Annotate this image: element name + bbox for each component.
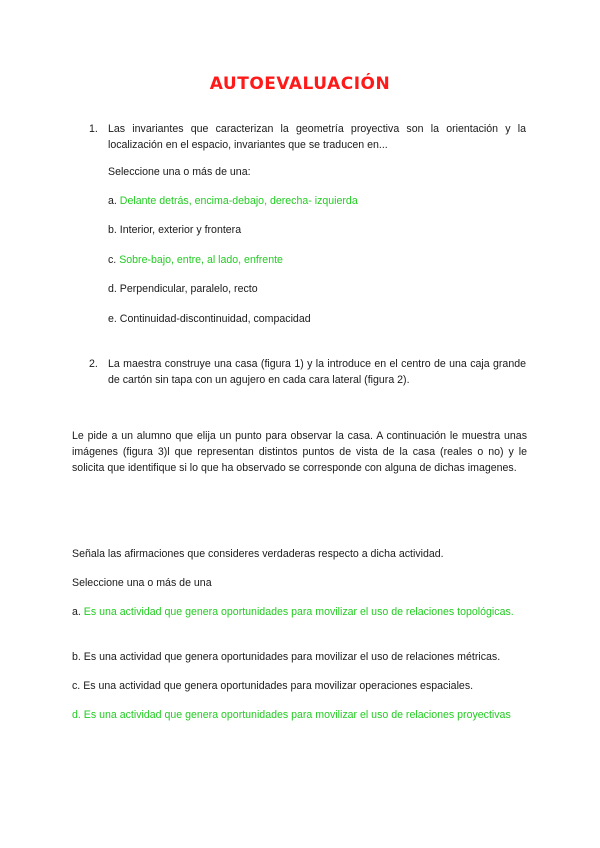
question-instruction: Señala las afirmaciones que consideres verdaderas respecto a dicha actividad.: [72, 548, 444, 560]
option-letter: b.: [72, 651, 81, 663]
option-a[interactable]: [72, 604, 527, 620]
option-letter: a.: [108, 195, 117, 207]
option-text: Es una actividad que genera oportunidades para movilizar el uso de relaciones proyectivas: [83, 709, 511, 721]
option-text: Continuidad-discontinuidad, compacidad: [119, 313, 311, 325]
option-letter: c.: [72, 680, 81, 692]
question-prompt: Seleccione una o más de una: [72, 577, 212, 589]
option-text: Sobre-bajo, entre, al lado, enfrente: [119, 254, 283, 266]
option-b[interactable]: [72, 649, 500, 665]
option-c[interactable]: [72, 678, 473, 694]
option-c[interactable]: [108, 252, 283, 268]
option-text: Interior, exterior y frontera: [119, 224, 242, 236]
option-letter: b.: [108, 224, 117, 236]
question-context-paragraph: Le pide a un alumno que elija un punto para observar la casa. A continuación le muestra unas imágenes (figura 3)l que representan distintos puntos de vista de la casa (reales o no) y le solicita que identifique si lo que ha observado se corresponde con alguna de dichas imagenes.: [72, 430, 527, 474]
question-number: 2.: [89, 358, 98, 370]
option-text: Es una actividad que genera oportunidades para movilizar el uso de relaciones métricas.: [83, 651, 501, 663]
question-text: La maestra construye una casa (figura 1) y la introduce en el centro de una caja grande de cartón sin tapa con un agujero en cada cara lateral (figura 2).: [108, 358, 526, 386]
option-letter: e.: [108, 313, 117, 325]
option-letter: d.: [108, 283, 117, 295]
question-text: Las invariantes que caracterizan la geometría proyectiva son la orientación y la localización en el espacio, invariantes que se traducen en...: [108, 123, 526, 151]
question-number: 1.: [89, 123, 98, 135]
option-text: Perpendicular, paralelo, recto: [119, 283, 258, 295]
option-e[interactable]: [108, 311, 311, 327]
option-d[interactable]: [108, 281, 258, 297]
option-text: Delante detrás, encima-debajo, derecha- izquierda: [119, 195, 358, 207]
option-d[interactable]: [72, 707, 527, 723]
page-title: AUTOEVALUACIÓN: [209, 74, 391, 94]
option-letter: d.: [72, 709, 81, 721]
option-a[interactable]: [108, 193, 358, 209]
option-letter: c.: [108, 254, 117, 266]
option-text: Es una actividad que genera oportunidades para movilizar operaciones espaciales.: [83, 680, 474, 692]
option-text: Es una actividad que genera oportunidades para movilizar el uso de relaciones topológicas.: [83, 606, 514, 618]
option-b[interactable]: [108, 222, 241, 238]
question-prompt: Seleccione una o más de una:: [108, 166, 251, 178]
option-letter: a.: [72, 606, 81, 618]
